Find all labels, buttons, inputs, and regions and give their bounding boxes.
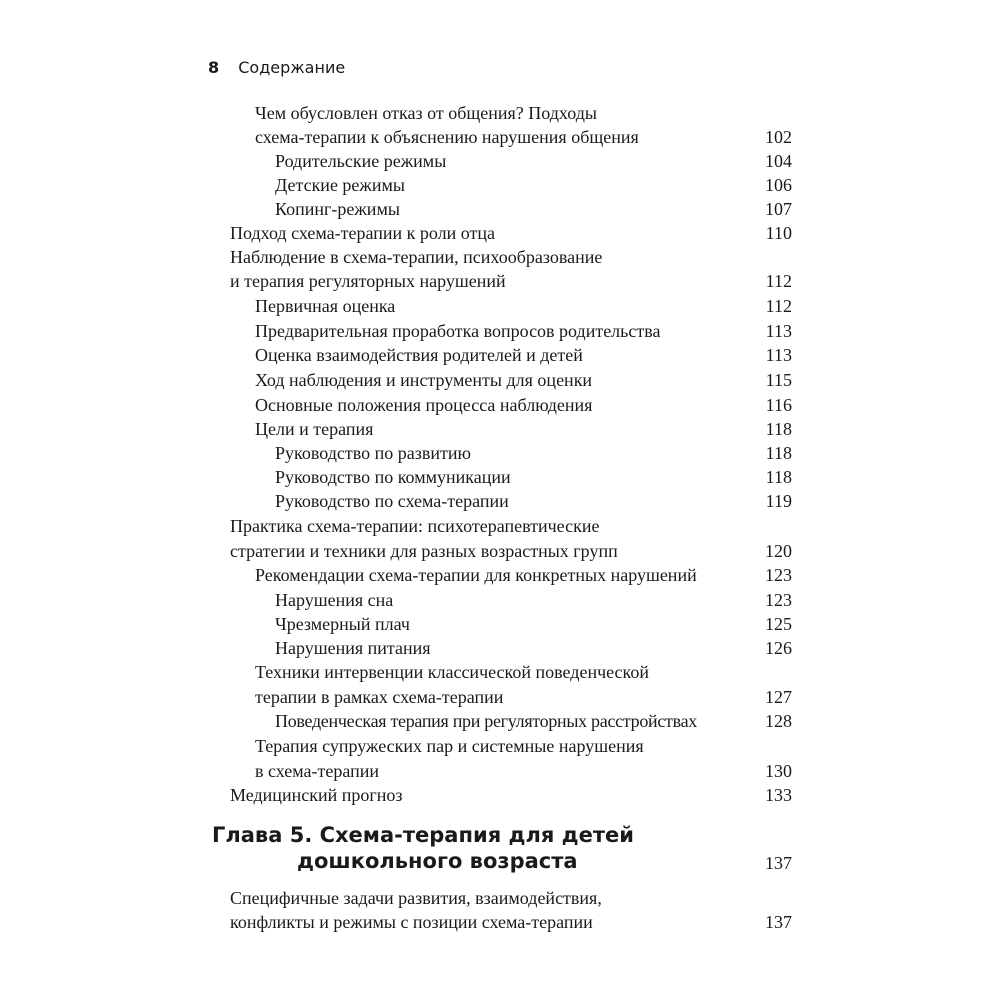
toc-entry-page: 112 xyxy=(765,271,792,291)
running-title: Содержание xyxy=(238,58,346,77)
toc-entry-text: Предварительная проработка вопросов родительства xyxy=(255,321,661,341)
toc-entry-text: Нарушения питания xyxy=(275,638,431,658)
toc-entry-page: 120 xyxy=(765,541,792,561)
toc-entry-text: и терапия регуляторных нарушений xyxy=(230,271,506,291)
toc-entry-page: 125 xyxy=(765,614,792,634)
toc-entry-page: 133 xyxy=(765,785,792,805)
toc-entry-page: 126 xyxy=(765,638,792,658)
toc-entry-page: 112 xyxy=(765,296,792,316)
toc-entry-text: Наблюдение в схема-терапии, психообразование xyxy=(230,247,603,267)
toc-entry-page: 116 xyxy=(765,395,792,415)
toc-entry-page: 118 xyxy=(765,419,792,439)
toc-entry-page: 123 xyxy=(765,590,792,610)
toc-entry-text: Практика схема-терапии: психотерапевтические xyxy=(230,516,600,536)
chapter-heading-line1: Глава 5. Схема-терапия для детей xyxy=(212,823,634,847)
toc-entry-page: 104 xyxy=(765,151,792,171)
toc-entry-text: стратегии и техники для разных возрастных групп xyxy=(230,541,618,561)
toc-entry-text: Руководство по схема-терапии xyxy=(275,491,509,511)
toc-entry-text: Рекомендации схема-терапии для конкретных нарушений xyxy=(255,565,697,585)
toc-entry-text: Цели и терапия xyxy=(255,419,374,439)
toc-entry-page: 119 xyxy=(765,491,792,511)
toc-entry-page: 123 xyxy=(765,565,792,585)
toc-entry-text: Детские режимы xyxy=(275,175,405,195)
toc-entry-text: Руководство по коммуникации xyxy=(275,467,511,487)
toc-entry-text: Родительские режимы xyxy=(275,151,447,171)
toc-entry-text: Подход схема-терапии к роли отца xyxy=(230,223,496,243)
toc-entry-page: 127 xyxy=(765,687,792,707)
toc-entry-page: 115 xyxy=(765,370,792,390)
toc-entry-page: 118 xyxy=(765,443,792,463)
toc-entry-page: 106 xyxy=(765,175,792,195)
toc-entry-page: 137 xyxy=(765,912,792,932)
toc-entry-page: 102 xyxy=(765,127,792,147)
toc-entry-text: Копинг-режимы xyxy=(275,199,400,219)
toc-entry-text: Чрезмерный плач xyxy=(275,614,410,634)
toc-entry-text: Специфичные задачи развития, взаимодействия, xyxy=(230,888,602,908)
toc-entry-text: терапии в рамках схема-терапии xyxy=(255,687,504,707)
chapter-heading-line2: дошкольного возраста xyxy=(297,849,578,873)
toc-entry-text: Техники интервенции классической поведенческой xyxy=(255,662,650,682)
toc-entry-text: Руководство по развитию xyxy=(275,443,471,463)
chapter-page: 137 xyxy=(765,853,792,873)
toc-entry-text: в схема-терапии xyxy=(255,761,380,781)
toc-entry-page: 130 xyxy=(765,761,792,781)
toc-entry-text: Поведенческая терапия при регуляторных расстройствах xyxy=(275,711,697,731)
toc-entry-text: Ход наблюдения и инструменты для оценки xyxy=(255,370,593,390)
toc-entry-page: 113 xyxy=(765,345,792,365)
toc-entry-text: Основные положения процесса наблюдения xyxy=(255,395,593,415)
toc-entry-text: Оценка взаимодействия родителей и детей xyxy=(255,345,583,365)
toc-entry-text: Терапия супружеских пар и системные нарушения xyxy=(255,736,644,756)
toc-entry-text: конфликты и режимы с позиции схема-терапии xyxy=(230,912,593,932)
toc-entry-page: 107 xyxy=(765,199,792,219)
toc-entry-text: Чем обусловлен отказ от общения? Подходы xyxy=(255,103,597,123)
toc-entry-text: Медицинский прогноз xyxy=(230,785,403,805)
toc-entry-text: Нарушения сна xyxy=(275,590,394,610)
toc-entry-text: Первичная оценка xyxy=(255,296,396,316)
toc-entry-text: схема-терапии к объяснению нарушения общения xyxy=(255,127,639,147)
toc-entry-page: 113 xyxy=(765,321,792,341)
toc-entry-page: 110 xyxy=(765,223,792,243)
page-number: 8 xyxy=(208,58,220,77)
toc-entry-page: 128 xyxy=(765,711,792,731)
toc-entry-page: 118 xyxy=(765,467,792,487)
